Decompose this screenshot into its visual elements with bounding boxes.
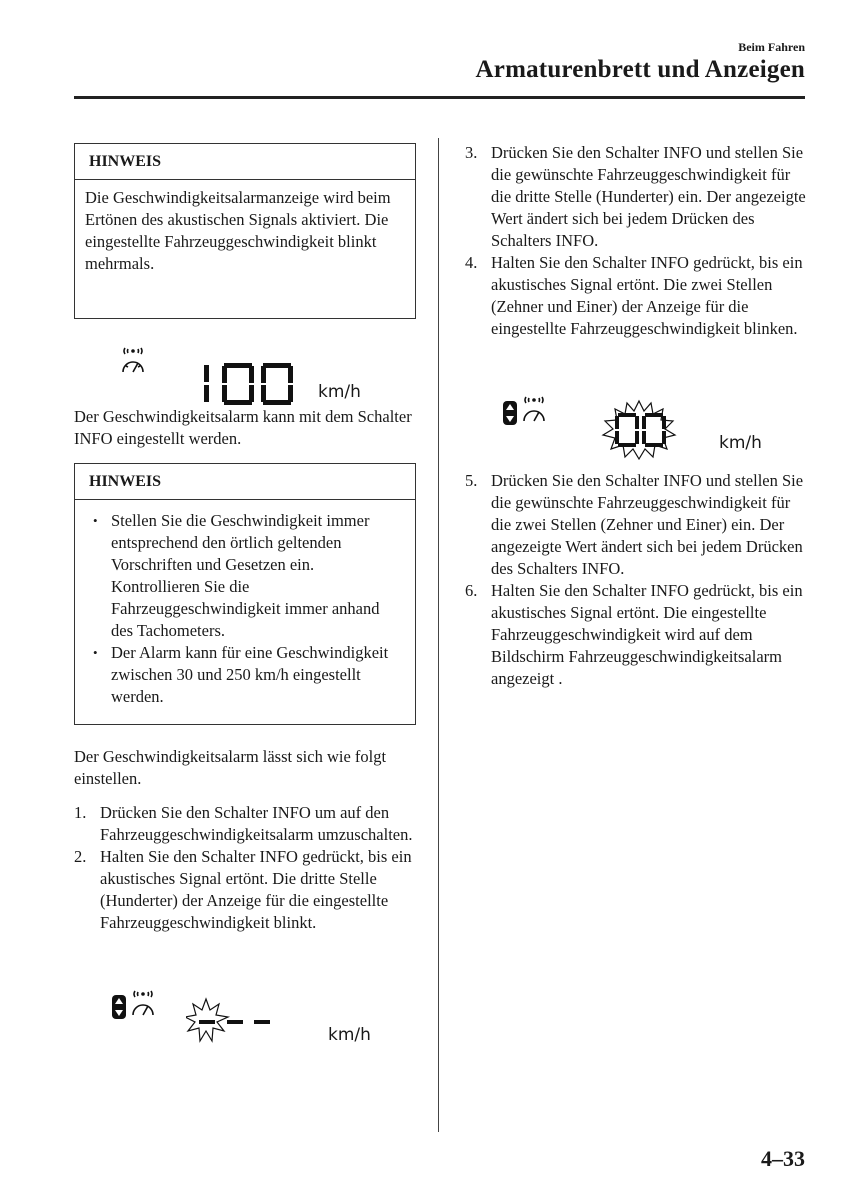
note-bullets [75, 500, 415, 716]
header-rule [74, 96, 805, 99]
step-text: Halten Sie den Schalter INFO gedrückt, bis ein akustisches Signal ertönt. Die dritte Stelle (Hunderter) der Anzeige für die eingestellte Fahrzeuggeschwindigkeit blinkt. [100, 847, 412, 932]
speed-unit: km/h [719, 433, 762, 453]
step-number: 4. [465, 253, 478, 272]
step-item [465, 142, 810, 252]
blinking-digit-display [186, 997, 286, 1049]
step-text: Drücken Sie den Schalter INFO um auf den Fahrzeuggeschwindigkeitsalarm umzuschalten. [100, 803, 413, 844]
note-box-1 [74, 143, 416, 319]
step-item [74, 802, 419, 846]
step-text: Drücken Sie den Schalter INFO und stellen Sie die gewünschte Fahrzeuggeschwindigkeit für die dritte Stelle (Hunderter) ein. Der angezeigte Wert ändert sich bei jedem Drücken des Schalters INFO. [491, 143, 806, 250]
speed-alarm-adjust-icon [501, 395, 549, 429]
display-figure-blinking-hundreds [74, 985, 414, 1057]
display-figure-blinking-tens-ones [465, 393, 805, 463]
note-title: HINWEIS [89, 153, 162, 170]
speed-alarm-icon [118, 346, 148, 380]
speed-unit: km/h [318, 382, 361, 402]
steps-list-right-a [465, 142, 810, 340]
display-figure-100 [74, 340, 414, 406]
column-divider [438, 138, 439, 1132]
note-bullet: • Stellen Sie die Geschwindigkeit immer entsprechend den örtlich geltenden Vorschriften und Gesetzen ein. Kontrollieren Sie die Fahrzeuggeschwindigkeit immer anhand des Tachometers. [85, 510, 405, 642]
step-number: 2. [74, 847, 87, 866]
step-item [74, 846, 419, 934]
steps-list-right-b [465, 470, 810, 690]
step-text: Halten Sie den Schalter INFO gedrückt, bis ein akustisches Signal ertönt. Die zwei Stellen (Zehner und Einer) der Anzeige für die eingestellte Fahrzeuggeschwindigkeit blinken. [491, 253, 803, 338]
note-bullet: • Der Alarm kann für eine Geschwindigkeit zwischen 30 und 250 km/h eingestellt werden. [85, 642, 405, 708]
digit-display [200, 362, 300, 406]
step-text: Drücken Sie den Schalter INFO und stellen Sie die gewünschte Fahrzeuggeschwindigkeit für die zwei Stellen (Zehner und Einer) ein. Der angezeigte Wert ändert sich bei jedem Drücken des Schalters INFO. [491, 471, 804, 578]
step-number: 3. [465, 143, 478, 162]
step-number: 5. [465, 471, 478, 490]
steps-list-left [74, 802, 419, 934]
note-text: Die Geschwindigkeitsalarmanzeige wird beim Ertönen des akustischen Signals aktiviert. Die eingestellte Fahrzeuggeschwindigkeit blinkt mehrmals. [85, 188, 391, 273]
step-item [465, 252, 810, 340]
blinking-digit-display [599, 399, 679, 463]
step-item [465, 470, 810, 580]
page-number: 4–33 [761, 1146, 805, 1171]
note-box-2 [74, 463, 416, 725]
section-label: Beim Fahren [738, 40, 805, 54]
setup-intro: Der Geschwindigkeitsalarm lässt sich wie folgt einstellen. [74, 747, 387, 788]
step-number: 6. [465, 581, 478, 600]
intro-text: Der Geschwindigkeitsalarm kann mit dem Schalter INFO eingestellt werden. [74, 407, 412, 448]
speed-unit: km/h [328, 1025, 371, 1045]
page-title: Armaturenbrett und Anzeigen [475, 56, 805, 83]
note-title: HINWEIS [89, 473, 162, 490]
speed-alarm-adjust-icon [110, 989, 158, 1023]
step-item [465, 580, 810, 690]
step-number: 1. [74, 803, 87, 822]
step-text: Halten Sie den Schalter INFO gedrückt, bis ein akustisches Signal ertönt. Die eingestellte Fahrzeuggeschwindigkeit wird auf dem Bildschirm Fahrzeuggeschwindigkeitsalarm angezeigt . [491, 581, 803, 688]
